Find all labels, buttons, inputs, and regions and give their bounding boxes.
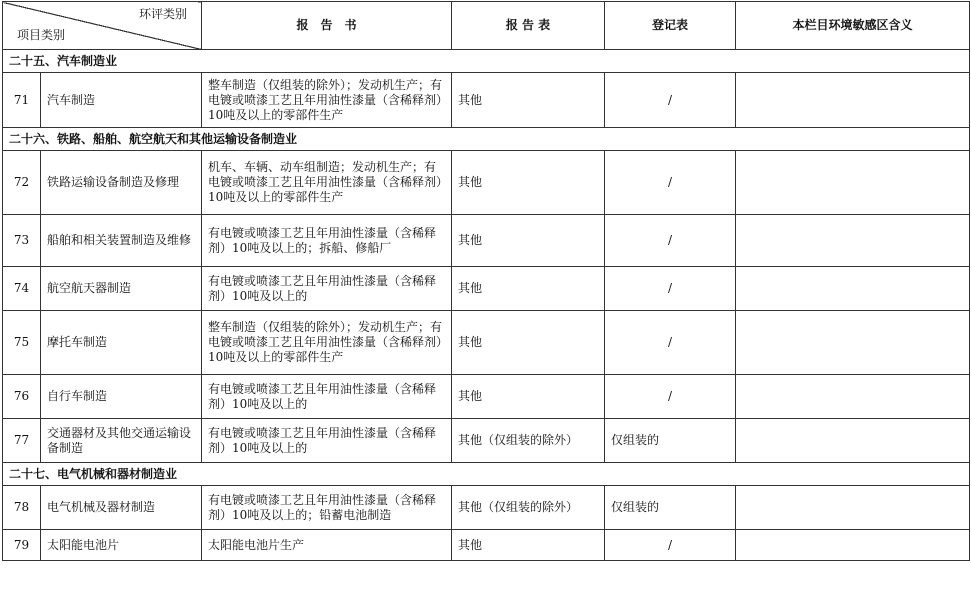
row-number: 72 — [3, 151, 41, 215]
report-book-cell: 太阳能电池片生产 — [202, 530, 452, 561]
sensitive-area-cell — [736, 530, 970, 561]
row-number: 74 — [3, 267, 41, 311]
register-cell: / — [605, 267, 736, 311]
section-title: 二十六、铁路、船舶、航空航天和其他运输设备制造业 — [3, 128, 970, 151]
table-row — [3, 73, 970, 128]
project-name: 交通器材及其他交通运输设备制造 — [41, 419, 202, 463]
sensitive-area-header: 本栏目环境敏感区含义 — [736, 2, 970, 50]
register-cell: / — [605, 151, 736, 215]
row-number: 79 — [3, 530, 41, 561]
table-header-row — [3, 2, 970, 50]
category-bottom-label: 项目类别 — [17, 28, 66, 42]
report-form-cell: 其他 — [452, 375, 605, 419]
report-book-cell: 有电镀或喷漆工艺且年用油性漆量（含稀释剂）10吨及以上的；拆船、修船厂 — [202, 215, 452, 267]
report-form-cell: 其他（仅组装的除外） — [452, 419, 605, 463]
sensitive-area-cell — [736, 486, 970, 530]
sensitive-area-cell — [736, 151, 970, 215]
register-cell: 仅组装的 — [605, 486, 736, 530]
sensitive-area-cell — [736, 419, 970, 463]
row-number: 75 — [3, 311, 41, 375]
row-number: 76 — [3, 375, 41, 419]
table-row — [3, 215, 970, 267]
report-book-cell: 整车制造（仅组装的除外）；发动机生产；有电镀或喷漆工艺且年用油性漆量（含稀释剂）10吨及以上的零部件生产 — [202, 73, 452, 128]
section-row — [3, 50, 970, 73]
report-form-header: 报 告 表 — [452, 2, 605, 50]
report-form-cell: 其他 — [452, 151, 605, 215]
table-row — [3, 486, 970, 530]
sensitive-area-cell — [736, 375, 970, 419]
report-book-cell: 机车、车辆、动车组制造；发动机生产；有电镀或喷漆工艺且年用油性漆量（含稀释剂）10吨及以上的零部件生产 — [202, 151, 452, 215]
report-book-cell: 有电镀或喷漆工艺且年用油性漆量（含稀释剂）10吨及以上的 — [202, 375, 452, 419]
diagonal-header-cell — [3, 2, 202, 50]
report-book-cell: 有电镀或喷漆工艺且年用油性漆量（含稀释剂）10吨及以上的 — [202, 419, 452, 463]
section-row — [3, 128, 970, 151]
table-row — [3, 530, 970, 561]
report-book-cell: 有电镀或喷漆工艺且年用油性漆量（含稀释剂）10吨及以上的 — [202, 267, 452, 311]
project-name: 航空航天器制造 — [41, 267, 202, 311]
report-form-cell: 其他 — [452, 267, 605, 311]
report-form-cell: 其他（仅组装的除外） — [452, 486, 605, 530]
project-name: 电气机械及器材制造 — [41, 486, 202, 530]
sensitive-area-cell — [736, 215, 970, 267]
report-form-cell: 其他 — [452, 530, 605, 561]
report-form-cell: 其他 — [452, 215, 605, 267]
table-row — [3, 419, 970, 463]
category-top-label: 环评类别 — [138, 7, 187, 21]
sensitive-area-cell — [736, 311, 970, 375]
register-cell: / — [605, 530, 736, 561]
section-title: 二十七、电气机械和器材制造业 — [3, 463, 970, 486]
register-cell: 仅组装的 — [605, 419, 736, 463]
register-cell: / — [605, 375, 736, 419]
sensitive-area-cell — [736, 73, 970, 128]
register-cell: / — [605, 215, 736, 267]
eia-category-table — [2, 1, 970, 561]
project-name: 摩托车制造 — [41, 311, 202, 375]
register-cell: / — [605, 311, 736, 375]
project-name: 铁路运输设备制造及修理 — [41, 151, 202, 215]
report-form-cell: 其他 — [452, 73, 605, 128]
register-cell: / — [605, 73, 736, 128]
table-row — [3, 375, 970, 419]
section-title: 二十五、汽车制造业 — [3, 50, 970, 73]
project-name: 汽车制造 — [41, 73, 202, 128]
register-form-header: 登记表 — [605, 2, 736, 50]
project-name: 自行车制造 — [41, 375, 202, 419]
project-name: 船舶和相关装置制造及维修 — [41, 215, 202, 267]
table-row — [3, 267, 970, 311]
row-number: 71 — [3, 73, 41, 128]
sensitive-area-cell — [736, 267, 970, 311]
report-book-cell: 有电镀或喷漆工艺且年用油性漆量（含稀释剂）10吨及以上的；铅蓄电池制造 — [202, 486, 452, 530]
section-row — [3, 463, 970, 486]
report-book-cell: 整车制造（仅组装的除外）；发动机生产；有电镀或喷漆工艺且年用油性漆量（含稀释剂）10吨及以上的零部件生产 — [202, 311, 452, 375]
row-number: 77 — [3, 419, 41, 463]
row-number: 73 — [3, 215, 41, 267]
row-number: 78 — [3, 486, 41, 530]
project-name: 太阳能电池片 — [41, 530, 202, 561]
table-row — [3, 151, 970, 215]
table-row — [3, 311, 970, 375]
report-book-header: 报 告 书 — [202, 2, 452, 50]
report-form-cell: 其他 — [452, 311, 605, 375]
